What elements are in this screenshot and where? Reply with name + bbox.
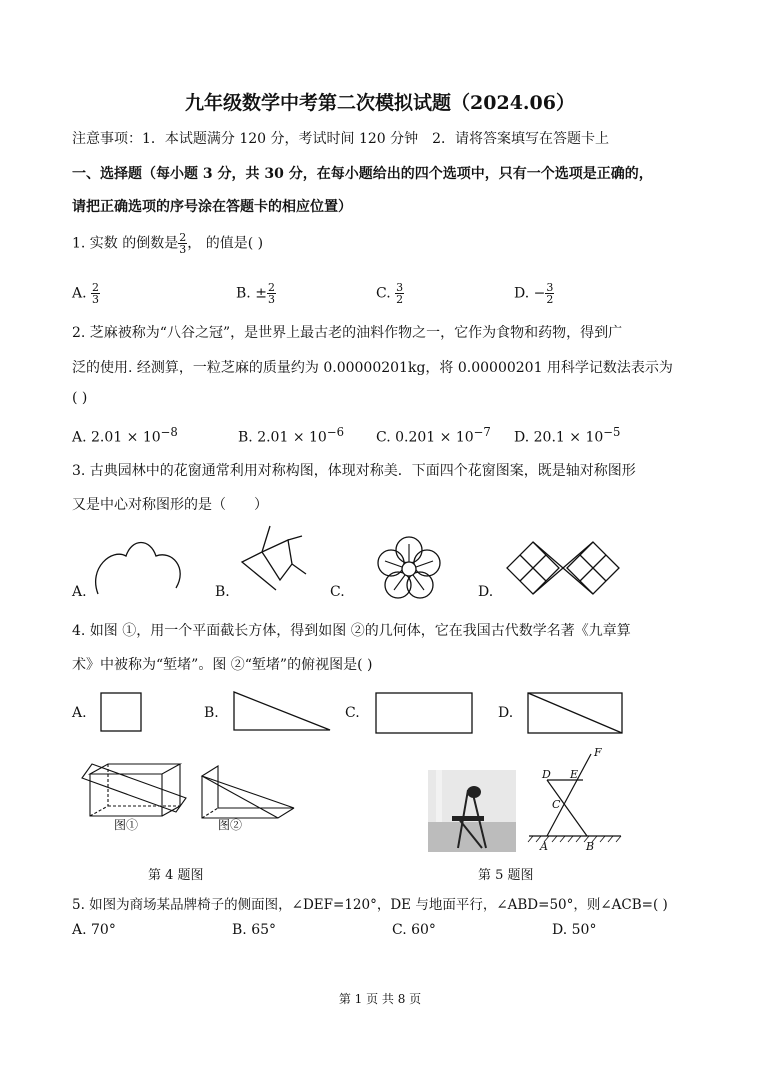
notice: 注意事项：1．本试题满分 120 分，考试时间 120 分钟 2．请将答案填写在答题卡上 [72, 131, 610, 147]
q4-figure-1-label: 图① [114, 818, 139, 832]
q3-figure-d-window [505, 540, 621, 596]
q4-option-d[interactable]: D. [498, 705, 514, 721]
q1-option-c[interactable]: C. $\frac{3}{2}$ [376, 281, 404, 306]
q4-option-b[interactable]: B. [204, 705, 219, 721]
q3-option-c[interactable]: C. [330, 584, 345, 600]
q5-chair-diagram [525, 748, 625, 850]
q1-option-b[interactable]: B. ± $\frac{2}{3}$ [236, 281, 275, 306]
q5-label-b: B [586, 840, 595, 853]
section1-line2: 请把正确选项的序号涂在答题卡的相应位置） [72, 199, 352, 215]
q5-chair-photo [428, 770, 516, 852]
q5-label-c: C [552, 798, 561, 811]
q2-option-c[interactable]: C. $0.201 \times 10^{-7}$ [376, 425, 491, 446]
q4-line1: 4. 如图 ①，用一个平面截长方体，得到如图 ②的几何体，它在我国古代数学名著《九章算 [72, 623, 631, 639]
q2-line2: 泛的使用. 经测算，一粒芝麻的质量约为 0.00000201kg，将 0.00000201 用科学记数法表示为 [72, 360, 673, 376]
q3-option-d[interactable]: D. [478, 584, 494, 600]
section1-line1: 一、选择题（每小题 3 分，共 30 分，在每小题给出的四个选项中，只有一个选项是正确的， [72, 166, 653, 182]
q3-line2: 又是中心对称图形的是（ ） [72, 497, 268, 513]
q3-line1: 3. 古典园林中的花窗通常利用对称构图，体现对称美．下面四个花窗图案，既是轴对称图形 [72, 463, 636, 479]
q4-option-a[interactable]: A. [72, 705, 87, 721]
q2-option-d[interactable]: D. $20.1 \times 10^{-5}$ [514, 425, 621, 446]
q3-figure-c-window [376, 536, 442, 602]
q1-stem [72, 232, 263, 255]
q2-line3: ( ) [72, 390, 88, 406]
q1-option-a[interactable]: A. $\frac{2}{3}$ [72, 281, 100, 306]
q2-line1: 2. 芝麻被称为“八谷之冠”，是世界上最古老的油料作物之一，它作为食物和药物，得到广 [72, 325, 623, 341]
q3-figure-b-window [232, 522, 312, 592]
q4-figure-d-rect-diagonal [527, 692, 623, 734]
q1-stem-a: 1. 实数 的倒数是 [72, 235, 179, 252]
page-title: 九年级数学中考第二次模拟试题（2024.06） [185, 92, 575, 114]
q5-option-c[interactable]: C. 60° [392, 922, 436, 938]
q3-option-a[interactable]: A. [72, 584, 87, 600]
q5-label-d: D [542, 768, 551, 781]
q5-option-d[interactable]: D. 50° [552, 922, 597, 938]
q5-label-a: A [540, 840, 548, 853]
q1-stem-fraction: $\frac{2}{3}$ [179, 231, 187, 256]
q3-option-b[interactable]: B. [215, 584, 230, 600]
q4-figure-b-triangle [232, 690, 332, 732]
q5-option-b[interactable]: B. 65° [232, 922, 277, 938]
page-footer: 第 1 页 共 8 页 [338, 992, 422, 1006]
q2-option-a[interactable]: A. $2.01 \times 10^{-8}$ [72, 425, 178, 446]
q1-stem-b: ， 的值是( ) [187, 235, 264, 252]
q4-option-c[interactable]: C. [345, 705, 360, 721]
q5-label-e: E [570, 768, 579, 781]
q5-caption: 第 5 题图 [478, 868, 534, 883]
q5-line1: 5. 如图为商场某品牌椅子的侧面图，∠DEF=120°，DE 与地面平行，∠ABD=50°，则∠ACB=( ) [72, 897, 668, 913]
q5-option-a[interactable]: A. 70° [72, 922, 116, 938]
q4-figure-2-label: 图② [218, 818, 243, 832]
q5-label-f: F [594, 746, 602, 759]
q2-option-b[interactable]: B. $2.01 \times 10^{-6}$ [238, 425, 345, 446]
q4-figure-c-rectangle [375, 692, 473, 734]
q4-figure-a-square [100, 692, 142, 732]
q1-option-d[interactable]: D. − $\frac{3}{2}$ [514, 281, 554, 306]
q4-caption: 第 4 题图 [148, 868, 204, 883]
q4-line2: 术》中被称为“堑堵”。图 ②“堑堵”的俯视图是( ) [72, 657, 373, 673]
q3-figure-a-window [92, 538, 184, 600]
q4-figure-2-qiandu [198, 764, 298, 826]
